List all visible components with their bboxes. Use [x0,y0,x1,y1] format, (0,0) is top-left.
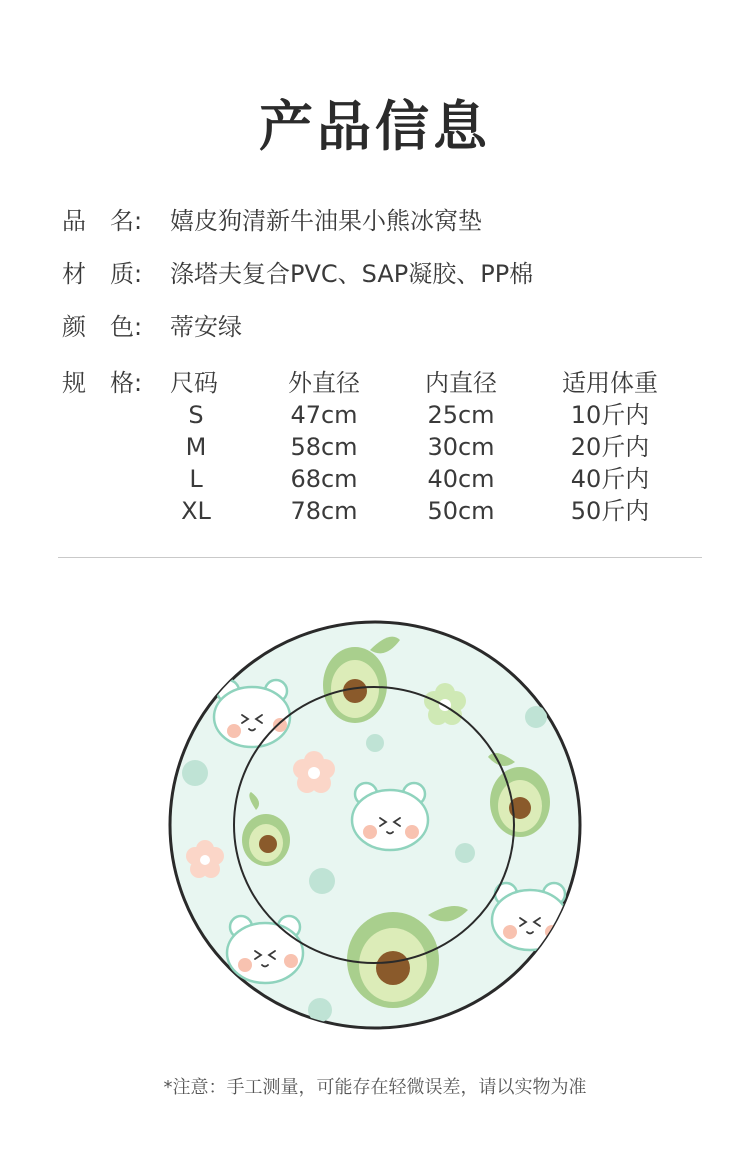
page-title: 产品信息 [259,95,491,158]
table-row [140,399,700,431]
cell-weight: 50斤内 [570,497,650,525]
dot-shape [309,868,335,894]
info-value: 嬉皮狗清新牛油果小熊冰窝垫 [170,207,482,235]
bear-face-icon [214,680,290,747]
cell-outer: 58cm [290,433,358,461]
cell-inner: 50cm [427,497,495,525]
header-weight: 适用体重 [562,369,658,397]
size-table-header [140,367,700,399]
info-label: 品 名: [62,207,143,235]
spec-label: 规 格: [62,369,143,397]
measurement-note: *注意：手工测量，可能存在轻微误差，请以实物为准 [163,1077,587,1098]
cell-inner: 30cm [427,433,495,461]
info-value: 涤塔夫复合PVC、SAP凝胶、PP棉 [170,260,534,288]
header-inner-diameter: 内直径 [425,369,497,397]
header-outer-diameter: 外直径 [288,369,360,397]
info-row-name [62,205,482,237]
size-table [140,367,700,527]
avocado-bear-mat-illustration [160,615,590,1035]
bear-face-icon [227,916,303,983]
dot-shape [455,843,475,863]
info-row-material [62,258,533,290]
cell-weight: 40斤内 [570,465,650,493]
table-row [140,495,700,527]
product-image [160,615,590,1035]
info-label: 颜 色: [62,313,143,341]
cell-weight: 10斤内 [570,401,650,429]
section-divider [58,557,702,558]
cell-size: M [185,433,207,461]
bear-face-icon [352,783,428,850]
bear-face-icon [492,883,568,950]
cell-size: L [189,465,203,493]
cell-inner: 40cm [427,465,495,493]
cell-outer: 47cm [290,401,358,429]
cell-weight: 20斤内 [570,433,650,461]
dot-shape [182,760,208,786]
info-label: 材 质: [62,260,143,288]
table-row [140,431,700,463]
table-row [140,463,700,495]
dot-shape [366,734,384,752]
cell-inner: 25cm [427,401,495,429]
info-value: 蒂安绿 [170,313,242,341]
header-size: 尺码 [170,369,218,397]
cell-outer: 68cm [290,465,358,493]
cell-outer: 78cm [290,497,358,525]
info-row-color [62,311,242,343]
cell-size: S [188,401,204,429]
cell-size: XL [181,497,211,525]
